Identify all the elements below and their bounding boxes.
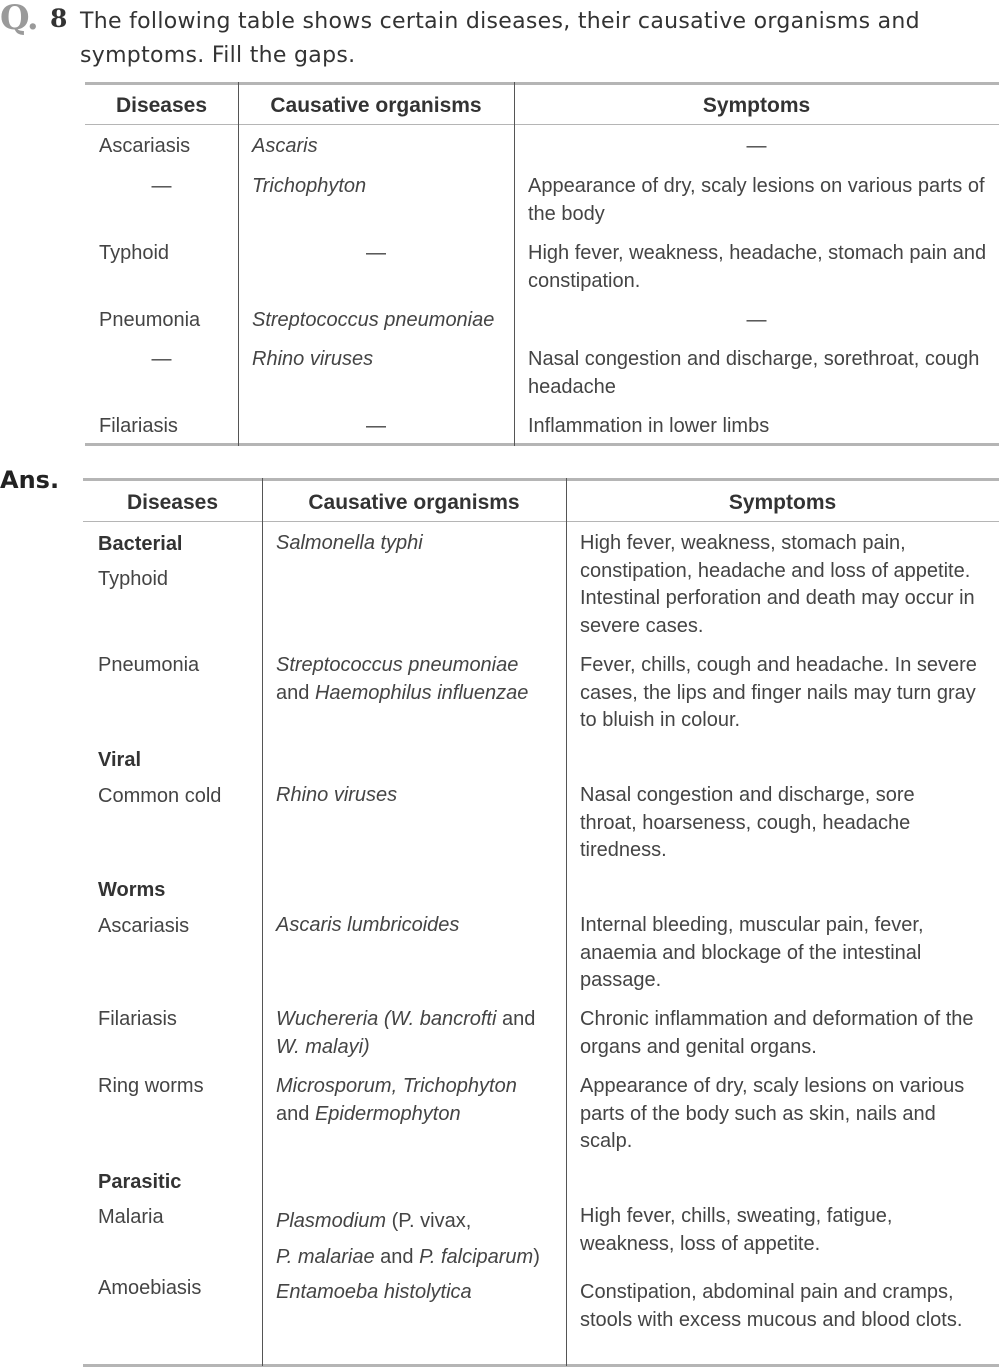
- organism-part: Epidermophyton: [314, 1102, 461, 1125]
- answer-label: Ans.: [0, 466, 60, 494]
- organism-connector: and: [276, 681, 310, 704]
- q-row3-disease: Typhoid: [99, 242, 170, 264]
- organism-part: Haemophilus influenzae: [314, 681, 529, 704]
- q-row2-disease: —: [151, 175, 172, 197]
- a-malaria-organism: [276, 1203, 558, 1275]
- category-viral: Viral: [98, 749, 141, 771]
- a-ringworm-organism: [276, 1073, 558, 1128]
- a-table-header-rule: [83, 521, 999, 522]
- organism-part: W. malayi): [276, 1035, 370, 1058]
- q-header-diseases: Diseases: [115, 94, 208, 117]
- q-row5-symptoms: Nasal congestion and discharge, sorethroat, cough headache: [528, 348, 980, 398]
- q-row1-disease: Ascariasis: [99, 135, 191, 157]
- q-row6-organism: —: [366, 415, 386, 437]
- organism-part: ): [533, 1246, 540, 1268]
- a-amoebiasis-organism: Entamoeba histolytica: [276, 1281, 472, 1303]
- q-row4-symptoms: —: [746, 309, 767, 331]
- a-filariasis-symptoms: Chronic inflammation and deformation of the organs and genital organs.: [580, 1008, 974, 1058]
- question-text: The following table shows certain diseases, their causative organisms and symptoms. Fill the gaps.: [80, 9, 920, 68]
- a-cold-disease: Common cold: [98, 785, 222, 807]
- q-row5-organism: Rhino viruses: [252, 348, 374, 370]
- a-table-bottom-rule: [83, 1364, 999, 1367]
- organism-part: Streptococcus pneumoniae: [276, 654, 519, 676]
- q-row1-symptoms: —: [746, 135, 767, 157]
- organism-part: Microsporum, Trichophyton: [276, 1075, 517, 1097]
- a-ascariasis-symptoms: Internal bleeding, muscular pain, fever, anaemia and blockage of the intestinal passage.: [580, 914, 924, 991]
- a-malaria-disease: Malaria: [98, 1206, 164, 1228]
- a-header-diseases: Diseases: [126, 491, 219, 514]
- a-ringworm-disease: Ring worms: [98, 1075, 204, 1097]
- a-typhoid-disease: Typhoid: [98, 568, 169, 590]
- a-typhoid-organism: Salmonella typhi: [276, 532, 423, 554]
- q-row2-organism: Trichophyton: [252, 175, 367, 197]
- q-row4-disease: Pneumonia: [99, 309, 201, 331]
- q-table-top-rule: [85, 82, 999, 85]
- organism-part: P. malariae: [276, 1246, 375, 1268]
- category-bacterial: Bacterial: [98, 533, 183, 555]
- a-cold-symptoms: Nasal congestion and discharge, sore throat, hoarseness, cough, headache tiredness.: [580, 784, 915, 861]
- a-table-divider-2: [566, 478, 567, 1366]
- q-header-symptoms: Symptoms: [702, 94, 811, 117]
- a-filariasis-disease: Filariasis: [98, 1008, 177, 1030]
- category-worms: Worms: [98, 879, 166, 901]
- a-amoebiasis-disease: Amoebiasis: [98, 1277, 202, 1299]
- q-row3-symptoms: High fever, weakness, headache, stomach pain and constipation.: [528, 242, 987, 292]
- a-table-divider-1: [262, 478, 263, 1366]
- organism-part: Plasmodium: [276, 1210, 387, 1232]
- question-number: 8: [50, 4, 68, 33]
- a-header-organisms: Causative organisms: [308, 491, 520, 514]
- q-row1-organism: Ascaris: [252, 135, 318, 157]
- q-row6-symptoms: Inflammation in lower limbs: [528, 415, 770, 437]
- a-typhoid-symptoms: High fever, weakness, stomach pain, constipation, headache and loss of appetite. Intestinal perforation and death may occur in severe cases.: [580, 532, 975, 637]
- a-malaria-symptoms: High fever, chills, sweating, fatigue, weakness, loss of appetite.: [580, 1205, 893, 1255]
- category-parasitic: Parasitic: [98, 1171, 182, 1193]
- q-row6-disease: Filariasis: [99, 415, 178, 437]
- q-table-header-rule: [85, 124, 999, 125]
- organism-part: Wuchereria (W. bancrofti: [276, 1008, 497, 1030]
- a-pneumonia-disease: Pneumonia: [98, 654, 200, 676]
- q-row4-organism: Streptococcus pneumoniae: [252, 309, 495, 331]
- organism-connector: and: [502, 1008, 536, 1030]
- a-pneumonia-organism: [276, 652, 558, 707]
- q-row3-organism: —: [366, 242, 386, 264]
- a-amoebiasis-symptoms: Constipation, abdominal pain and cramps, stools with excess mucous and blood clots.: [580, 1281, 963, 1331]
- organism-connector: and: [276, 1102, 310, 1125]
- a-ascariasis-disease: Ascariasis: [98, 915, 190, 937]
- q-row2-symptoms: Appearance of dry, scaly lesions on various parts of the body: [528, 175, 985, 225]
- q-header-organisms: Causative organisms: [270, 94, 482, 117]
- a-ascariasis-organism: Ascaris lumbricoides: [276, 914, 460, 936]
- organism-connector: and: [380, 1246, 414, 1268]
- q-table-bottom-rule: [85, 443, 999, 446]
- q-row5-disease: —: [151, 348, 172, 370]
- a-header-symptoms: Symptoms: [728, 491, 837, 514]
- organism-part: P. falciparum: [419, 1246, 534, 1268]
- a-ringworm-symptoms: Appearance of dry, scaly lesions on various parts of the body such as skin, nails and scalp.: [580, 1075, 965, 1152]
- a-filariasis-organism: [276, 1006, 558, 1061]
- a-cold-organism: Rhino viruses: [276, 784, 398, 806]
- a-pneumonia-symptoms: Fever, chills, cough and headache. In severe cases, the lips and finger nails may turn gray to bluish in colour.: [580, 654, 977, 731]
- a-table-top-rule: [83, 478, 999, 481]
- organism-part: (P. vivax,: [391, 1210, 472, 1232]
- question-mark: Q.: [0, 0, 38, 38]
